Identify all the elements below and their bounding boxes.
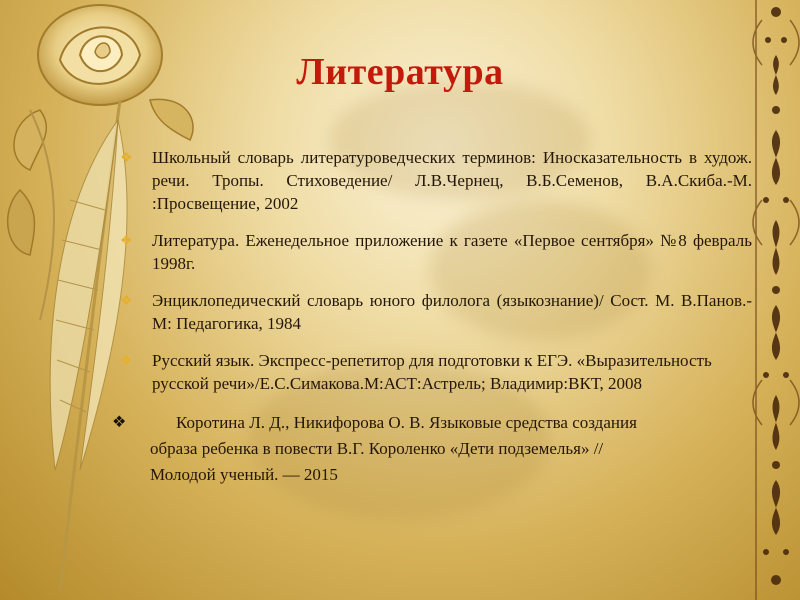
bullet-icon: ❖ [120,354,133,369]
list-item [120,289,752,335]
list-item [120,146,752,215]
slide-title: Литература [296,51,504,93]
list-item-last [112,410,752,488]
list-item [120,349,752,395]
list-item-text: Литература. Еженедельное приложение к газете «Первое сентября» №8 февраль 1998г. [152,231,752,273]
bullet-icon: ❖ [120,151,133,166]
bullet-icon: ❖ [112,414,127,431]
list-item-text: Русский язык. Экспресс-репетитор для подготовки к ЕГЭ. «Выразительность русской речи»/Е.С.Симакова.М:АСТ:Астрель; Владимир:ВКТ, 2008 [152,351,712,393]
list-item [120,229,752,275]
list-item-text: Коротина Л. Д., Никифорова О. В. Языковые средства создания [176,413,637,432]
list-item-text: Молодой ученый. — 2015 [150,465,338,484]
bullet-icon: ❖ [120,294,133,309]
reference-list [120,146,752,409]
bullet-icon: ❖ [120,234,133,249]
list-item-text: Школьный словарь литературоведческих терминов: Иносказательность в худож. речи. Тропы. Стиховедение/ Л.В.Чернец, В.Б.Семенов, В.А.Скиба.-М. :Просвещение, 2002 [152,148,752,213]
list-item-text: Энциклопедический словарь юного филолога (языкознание)/ Сост. М. В.Панов.-М: Педагогика, 1984 [152,291,752,333]
list-item-text: образа ребенка в повести В.Г. Короленко «Дети подземелья» // [150,439,604,458]
